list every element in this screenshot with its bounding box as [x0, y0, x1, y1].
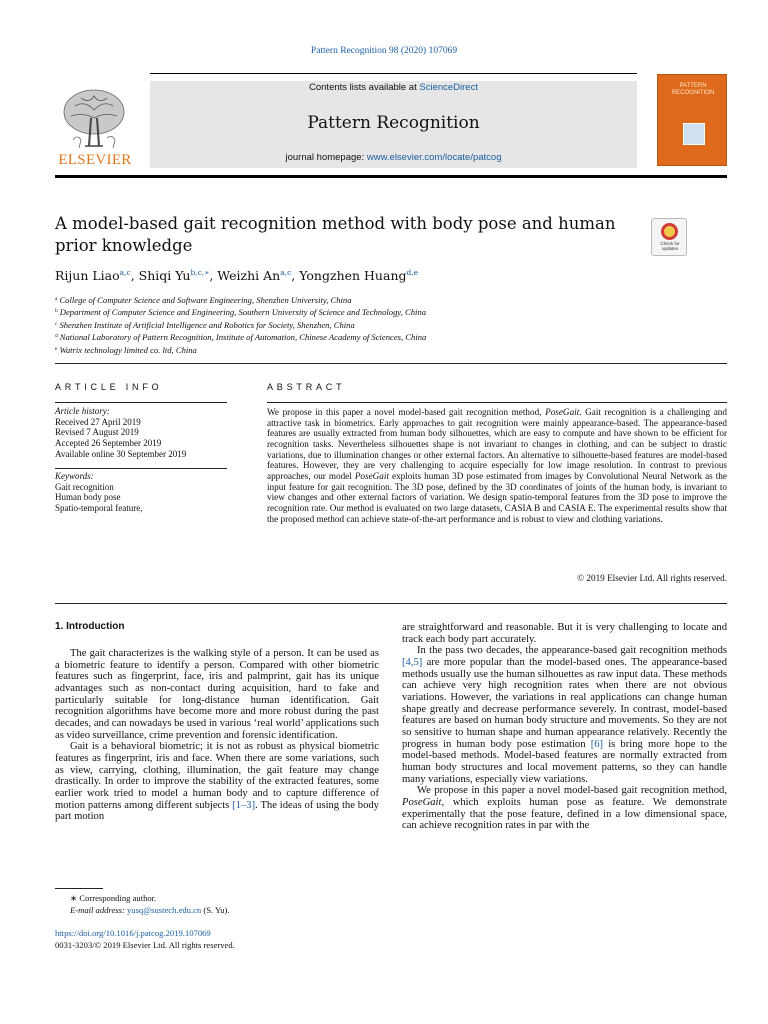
cover-title: PATTERN RECOGNITION	[671, 83, 715, 96]
article-title: A model-based gait recognition method with body pose and human prior knowledge	[55, 214, 616, 255]
article-info-heading: ARTICLE INFO	[55, 382, 163, 392]
doi-block	[55, 928, 385, 951]
header-bottom-rule	[55, 175, 727, 178]
paragraph: We propose in this paper a novel model-based gait recognition method, PoseGait, which exploits human pose as feature. We demonstrate experimentally that the pose feature, defined in a low dimensional space, can achieve recognition rates in par with the	[402, 785, 727, 832]
history-item: Received 27 April 2019	[55, 416, 141, 427]
affiliation-item: $^b$ Department of Computer Science and Engineering, Southern University of Science and Technology, China	[55, 307, 427, 318]
keyword-item[interactable]: Human body pose	[55, 492, 121, 503]
check-updates-icon	[661, 223, 678, 240]
keyword-item[interactable]: Gait recognition	[55, 481, 114, 492]
journal-reference-link[interactable]: Pattern Recognition 98 (2020) 107069	[310, 46, 458, 56]
contents-line: Contents lists available at ScienceDirect	[309, 82, 478, 93]
elsevier-wordmark: ELSEVIER	[58, 152, 132, 168]
author-name[interactable]: Rijun Liao	[55, 268, 120, 283]
affiliation-item: $^d$ National Laboratory of Pattern Recognition, Institute of Automation, Chinese Academy of Sciences, China	[55, 332, 427, 343]
email-note: E-mail address: yusq@sustech.edu.cn (S. Yu).	[70, 904, 230, 915]
affiliation-item: $^c$ Shenzhen Institute of Artificial Intelligence and Robotics for Society, Shenzhen, China	[55, 319, 355, 330]
paragraph: Gait is a behavioral biometric; it is not as robust as physical biometric features as fingerprint, iris and face. When there are some variations, such as view, carrying, clothing, illumination, the gait feature may change drastically. In order to improve the stability of the extracted features, some earlier work tried to model a human body and to capture difference of motion patterns among different subjects [1–3]. The ideas of using the body part motion	[55, 741, 379, 823]
homepage-line: journal homepage: www.elsevier.com/locate/patcog	[285, 152, 502, 163]
abstract-heading: ABSTRACT	[267, 382, 346, 392]
citation-link[interactable]: [6]	[590, 738, 604, 750]
history-item: Accepted 26 September 2019	[55, 438, 162, 449]
keywords-rule	[55, 468, 227, 469]
journal-cover-thumbnail[interactable]	[657, 74, 727, 166]
journal-name: Pattern Recognition	[307, 113, 480, 133]
author-list: Rijun Liao$^{a,c}$, Shiqi $Yu^{b,c,∗}$, Weizhi An$^{a,c}$, Yongzhen Huang$^{d,e}$	[55, 268, 419, 283]
doi-link[interactable]: https://doi.org/10.1016/j.patcog.2019.107069	[55, 928, 211, 938]
issn-line: 0031-3203/© 2019 Elsevier Ltd. All rights reserved.	[55, 939, 235, 950]
body-rule	[55, 603, 727, 604]
paragraph: The gait characterizes is the walking style of a person. It can be used as a biometric feature to identify a person. Compared with other biometric features such as fingerprint, face, iris and palmprint, gait has its unique advantages such as non-contact during acquisition, hard to fake and particularly suitable for long-distance human identification. Gait recognition algorithms have become more and more robust during the past decades, and can nowadays be used in various ‘real world’ applications such as video surveillance, crime prevention and forensic identification.	[55, 648, 379, 741]
check-for-updates-button[interactable]	[651, 218, 687, 256]
email-link[interactable]: yusq@sustech.edu.cn	[126, 904, 202, 915]
paragraph: In the pass two decades, the appearance-based gait recognition methods [4,5] are more popular than the model-based ones. The appearance-based methods usually use the human silhouettes as raw input data. These methods can achieve very high recognition rates when there are not obvious variations. However, the variations in real applications can change human shape greatly and decrease performance severely. In contrast, model-based features are based on human body structure and movements. So they are not so sensitive to human shape and human appearance relatively. Recently the progress in human body pose estimation [6] is bring more hope to the model-based methods. Model-based features are normally extracted from human body structures and local movement patterns, so they can handle many variations, especially view variations.	[402, 645, 727, 785]
abstract-text: We propose in this paper a novel model-based gait recognition method, PoseGait. Gait recognition is a challenging and attractive task in biometrics. Early approaches to gait recognition were mainly appearance-based. The appearance-based features are usually extracted from human body silhouettes, which are easy to compute and have shown to be efficient for recognition tasks. Nevertheless silhouettes shape is not invariant to changes in clothing, and can be subject to drastic variations, due to illumination changes or other external factors. An alternative to silhouette-based features are model-based features. However, they are very challenging to acquire especially for low image resolution. In contrast to previous approaches, our model PoseGait exploits human 3D pose estimated from images by Convolutional Neural Network as the input feature for gait recognition. The 3D pose, defined by the 3D coordinates of joints of the human body, is invariant to view changes and other external factors of variation. We design spatio-temporal features from the 3D pose to improve the recognition rate. Our method is evaluated on two large datasets, CASIA B and CASIA E. The experimental results show that the proposed method can achieve state-of-the-art performance and is robust to view and clothing variations.	[267, 407, 727, 524]
header-top-rule	[150, 73, 637, 74]
body-column-left	[55, 648, 379, 823]
paragraph: are straightforward and reasonable. But it is very challenging to locate and track each body part accurately.	[402, 622, 727, 645]
section-rule	[55, 363, 727, 364]
check-updates-label: Check for updates	[660, 241, 680, 251]
keyword-item[interactable]: Spatio-temporal feature,	[55, 503, 143, 514]
corresponding-author-note: ∗ Corresponding author.	[70, 893, 157, 903]
article-history: Article history: Received 27 April 2019 Revised 7 August 2019 Accepted 26 September 2019 Available online 30 September 2019	[55, 406, 230, 460]
affiliation-list	[55, 294, 675, 356]
abstract-rule	[267, 402, 727, 403]
article-info-rule	[55, 402, 227, 403]
affiliation-item: $^e$ Watrix technology limited co. ltd, China	[55, 344, 197, 355]
cover-emblem-icon	[683, 123, 705, 145]
keywords-list: Keywords: Gait recognition Human body pose Spatio-temporal feature,	[55, 471, 230, 514]
body-column-right	[402, 622, 727, 832]
history-item: Available online 30 September 2019	[55, 448, 187, 459]
footnotes	[55, 893, 385, 916]
author-name[interactable]: Weizhi An	[217, 268, 281, 283]
section-heading-introduction: 1. Introduction	[55, 621, 125, 632]
journal-homepage-link[interactable]: www.elsevier.com/locate/patcog	[366, 152, 502, 163]
abstract-copyright: © 2019 Elsevier Ltd. All rights reserved.	[577, 573, 727, 583]
history-item: Revised 7 August 2019	[55, 427, 139, 438]
citation-link[interactable]: [4,5]	[402, 656, 423, 668]
author-name[interactable]: Yongzhen Huang	[299, 268, 407, 283]
footnote-rule	[55, 888, 103, 889]
sciencedirect-link[interactable]: ScienceDirect	[419, 82, 478, 93]
author-name[interactable]: Shiqi Yu	[138, 268, 191, 283]
citation-link[interactable]: [1–3]	[232, 799, 256, 811]
affiliation-item: $^a$ College of Computer Science and Software Engineering, Shenzhen University, China	[55, 295, 352, 305]
